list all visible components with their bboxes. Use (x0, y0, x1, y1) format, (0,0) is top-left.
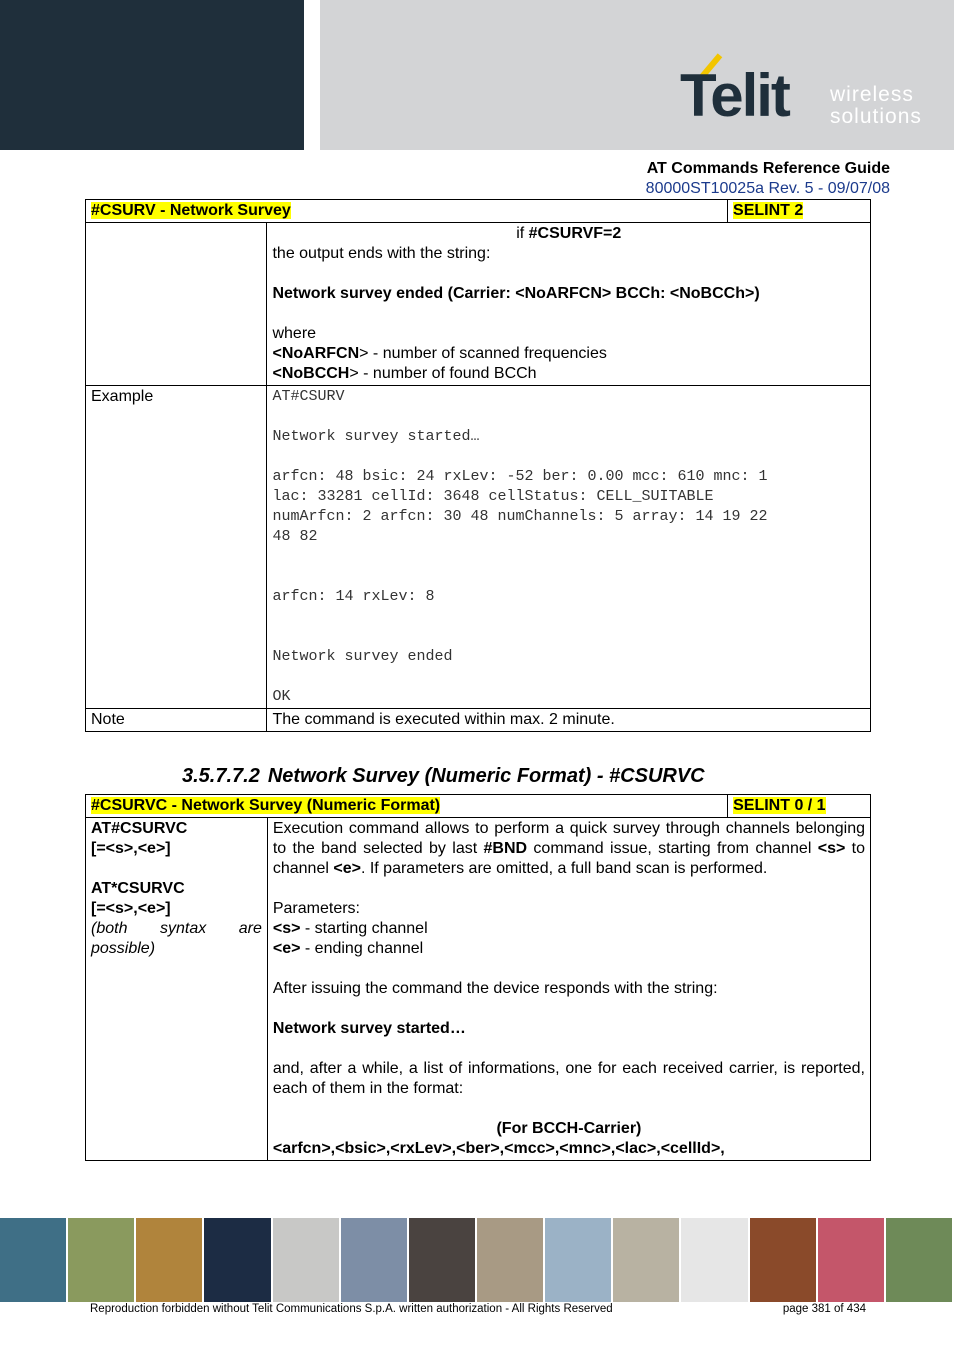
example-line: OK (272, 688, 291, 705)
csurv-title: #CSURV - Network Survey (91, 202, 291, 219)
output-ends-text: the output ends with the string: (272, 245, 491, 262)
csurv-condition (272, 224, 865, 244)
example-line: AT#CSURV (272, 388, 345, 405)
logo-wordmark: Telit (680, 62, 789, 129)
csurv-output-row (86, 223, 871, 386)
footer-copyright: Reproduction forbidden without Telit Communications S.p.A. written authorization - All Rights Reserved (90, 1303, 613, 1315)
photo-13 (818, 1218, 886, 1302)
list-format-intro: and, after a while, a list of informations, one for each received carrier, is reported, each of them in the format: (272, 1060, 865, 1097)
note-label: Note (86, 709, 267, 732)
syntax-at-csurvc: AT#CSURVC (91, 820, 188, 837)
photo-8 (477, 1218, 545, 1302)
example-line: Network survey started… (272, 428, 480, 445)
desc-e: <e> (333, 860, 361, 877)
example-line (272, 627, 865, 647)
example-line: arfcn: 14 rxLev: 8 (272, 588, 435, 605)
param-e-desc: - ending channel (300, 940, 424, 957)
example-line: lac: 33281 cellId: 3648 cellStatus: CELL_SUITABLE (272, 488, 714, 505)
photo-1 (0, 1218, 68, 1302)
param-e-name: <e> (272, 940, 301, 957)
note-text: The command is executed within max. 2 minute. (267, 709, 871, 732)
footer-photo-strip (0, 1218, 954, 1302)
param-noarfcn-name: <NoARFCN (272, 345, 360, 362)
csurvc-selint: SELINT 0 / 1 (733, 797, 826, 814)
logo-tagline (830, 84, 922, 128)
desc-part-d: . If parameters are omitted, a full band scan is performed. (360, 860, 768, 877)
photo-6 (341, 1218, 409, 1302)
example-line (272, 567, 865, 587)
logo-tagline-line2: solutions (830, 105, 922, 128)
csurvc-title: #CSURVC - Network Survey (Numeric Format) (91, 797, 441, 814)
example-line (272, 407, 865, 427)
photo-2 (68, 1218, 136, 1302)
param-e (273, 939, 865, 959)
csurv-title-cell (86, 200, 728, 223)
csurvc-syntax-cell (86, 818, 268, 1161)
csurvc-title-cell (86, 795, 728, 818)
csurvc-table (85, 794, 871, 1161)
param-s-desc: - starting channel (300, 920, 428, 937)
csurvc-header-row (86, 795, 871, 818)
example-line (272, 667, 865, 687)
survey-ended-string: Network survey ended (Carrier: <NoARFCN> BCCh: <NoBCCh>) (272, 285, 760, 302)
csurvc-body-row (86, 818, 871, 1161)
header-dark-panel (0, 0, 304, 150)
example-line: arfcn: 48 bsic: 24 rxLev: -52 ber: 0.00 mcc: 610 mnc: 1 (272, 468, 768, 485)
csurv-note-row (86, 709, 871, 732)
photo-14 (886, 1218, 954, 1302)
param-s-name: <s> (272, 920, 301, 937)
guide-title: AT Commands Reference Guide (646, 160, 890, 177)
footer-page-number: page 381 of 434 (782, 1303, 866, 1315)
doc-reference: 80000ST10025a Rev. 5 - 09/07/08 (645, 180, 890, 197)
photo-4 (204, 1218, 272, 1302)
desc-part-a: Execution command allows to perform a quick survey through channels belonging to the band selected by last (272, 820, 865, 857)
param-nobcch-desc: > - number of found BCCh (349, 365, 537, 382)
csurv-example-row (86, 386, 871, 709)
desc-part-c: to channel (272, 840, 866, 877)
telit-logo (680, 52, 930, 132)
syntax-at-csurvc-params: [=<s>,<e>] (91, 840, 171, 857)
desc-part-b: command issue, starting from channel (527, 840, 818, 857)
syntax-at-star-csurvc-params: [=<s>,<e>] (91, 900, 171, 917)
param-nobcch (272, 364, 865, 384)
photo-12 (750, 1218, 818, 1302)
example-line (272, 447, 865, 467)
example-line: numArfcn: 2 arfcn: 30 48 numChannels: 5 array: 14 19 22 (272, 508, 768, 525)
survey-started-string: Network survey started… (272, 1020, 466, 1037)
example-line: 48 82 (272, 528, 318, 545)
photo-11 (681, 1218, 749, 1302)
response-intro: After issuing the command the device responds with the string: (272, 980, 718, 997)
cond-prefix: if (516, 225, 529, 242)
csurv-output-desc (267, 223, 871, 386)
csurv-output-left (86, 223, 267, 386)
bcch-carrier-label: (For BCCH-Carrier) (496, 1120, 642, 1137)
param-s (273, 919, 865, 939)
photo-3 (136, 1218, 204, 1302)
csurv-table (85, 199, 871, 732)
syntax-note: (both syntax are possible) (91, 920, 262, 957)
csurv-header-row (86, 200, 871, 223)
logo-tagline-line1: wireless (830, 83, 914, 106)
csurvc-desc-cell (267, 818, 870, 1161)
example-line (272, 547, 865, 567)
csurv-selint-cell (728, 200, 871, 223)
section-title: Network Survey (Numeric Format) - #CSURVC (267, 765, 705, 787)
photo-5 (273, 1218, 341, 1302)
example-code (267, 386, 871, 709)
csurv-selint: SELINT 2 (733, 202, 804, 219)
photo-7 (409, 1218, 477, 1302)
parameters-label: Parameters: (272, 900, 360, 917)
example-line (272, 607, 865, 627)
param-noarfcn (272, 344, 865, 364)
cond-command: #CSURVF=2 (528, 225, 622, 242)
syntax-at-star-csurvc: AT*CSURVC (91, 880, 185, 897)
example-label: Example (86, 386, 267, 709)
param-noarfcn-desc: > - number of scanned frequencies (359, 345, 607, 362)
example-line: Network survey ended (272, 648, 453, 665)
csurvc-selint-cell (728, 795, 871, 818)
section-number: 3.5.7.7.2 (182, 765, 260, 787)
example-code-lines (272, 387, 865, 707)
csurvc-exec-description (273, 819, 865, 879)
page-footer (90, 1302, 866, 1316)
photo-9 (545, 1218, 613, 1302)
bcch-format-line: <arfcn>,<bsic>,<rxLev>,<ber>,<mcc>,<mnc>,<lac>,<cellId>, (272, 1140, 725, 1157)
document-title-block (646, 159, 890, 199)
param-nobcch-name: <NoBCCH (272, 365, 350, 382)
desc-s: <s> (817, 840, 846, 857)
section-heading (182, 765, 713, 788)
where-label: where (272, 325, 317, 342)
photo-10 (613, 1218, 681, 1302)
desc-bnd: #BND (483, 840, 528, 857)
